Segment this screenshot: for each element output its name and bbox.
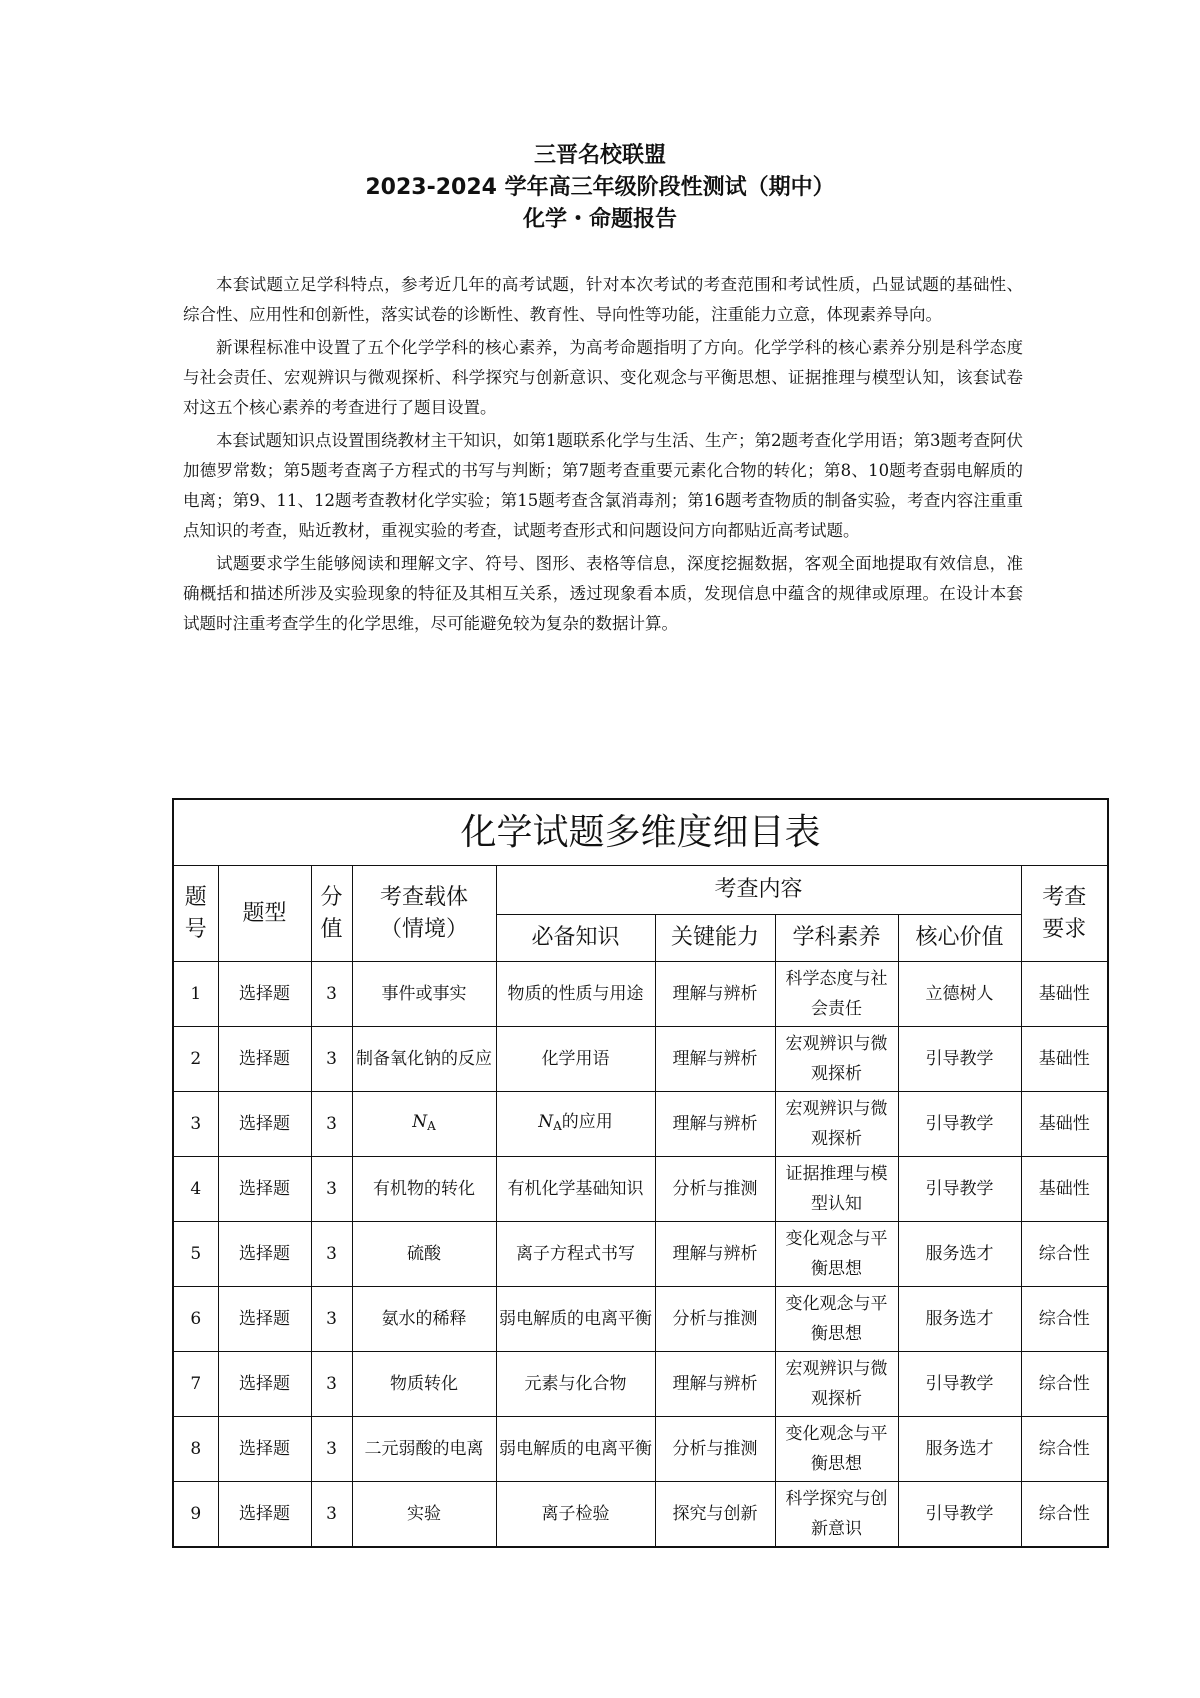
cell-type: 选择题 <box>218 1027 311 1092</box>
cell-type: 选择题 <box>218 1417 311 1482</box>
table-row <box>173 962 1108 1027</box>
cell-value: 服务选才 <box>898 1222 1021 1287</box>
cell-type: 选择题 <box>218 1092 311 1157</box>
cell-ability: 分析与推测 <box>655 1157 775 1222</box>
detail-table <box>172 798 1109 1548</box>
cell-literacy: 科学态度与社会责任 <box>775 962 898 1027</box>
intro-paragraph-2: 新课程标准中设置了五个化学学科的核心素养，为高考命题指明了方向。化学学科的核心素养分别是科学态度与社会责任、宏观辨识与微观探析、科学探究与创新意识、变化观念与平衡思想、证据推理与模型认知，该套试卷对这五个核心素养的考查进行了题目设置。 <box>183 338 1023 417</box>
cell-knowledge: 物质的性质与用途 <box>496 962 655 1027</box>
table-row <box>173 1027 1108 1092</box>
na-subscript: A <box>427 1119 436 1133</box>
cell-score: 3 <box>311 1287 352 1352</box>
header-knowledge: 必备知识 <box>496 915 655 962</box>
cell-literacy: 变化观念与平衡思想 <box>775 1417 898 1482</box>
cell-requirement: 综合性 <box>1021 1417 1108 1482</box>
cell-carrier: 氨水的稀释 <box>352 1287 496 1352</box>
cell-carrier: 事件或事实 <box>352 962 496 1027</box>
cell-num: 4 <box>173 1157 218 1222</box>
header-type: 题型 <box>218 866 311 962</box>
cell-carrier: 二元弱酸的电离 <box>352 1417 496 1482</box>
cell-requirement: 基础性 <box>1021 1092 1108 1157</box>
cell-ability: 理解与辨析 <box>655 1027 775 1092</box>
header-num-line2: 号 <box>184 916 207 942</box>
cell-literacy: 宏观辨识与微观探析 <box>775 1092 898 1157</box>
cell-carrier: 实验 <box>352 1482 496 1548</box>
cell-carrier <box>352 1092 496 1157</box>
cell-requirement: 综合性 <box>1021 1287 1108 1352</box>
cell-knowledge: 有机化学基础知识 <box>496 1157 655 1222</box>
header-num-line1: 题 <box>184 884 207 910</box>
table-title: 化学试题多维度细目表 <box>173 799 1108 866</box>
report-title: 化学・命题报告 <box>522 207 677 232</box>
intro-paragraph-4: 试题要求学生能够阅读和理解文字、符号、图形、表格等信息，深度挖掘数据，客观全面地提取有效信息，准确概括和描述所涉及实验现象的特征及其相互关系，透过现象看本质，发现信息中蕴含的规律或原理。在设计本套试题时注重考查学生的化学思维，尽可能避免较为复杂的数据计算。 <box>183 554 1023 633</box>
table-row <box>173 1287 1108 1352</box>
cell-requirement: 基础性 <box>1021 962 1108 1027</box>
cell-num: 5 <box>173 1222 218 1287</box>
cell-score: 3 <box>311 1157 352 1222</box>
na-suffix: 的应用 <box>561 1112 613 1132</box>
cell-ability: 分析与推测 <box>655 1287 775 1352</box>
cell-carrier: 物质转化 <box>352 1352 496 1417</box>
cell-carrier: 硫酸 <box>352 1222 496 1287</box>
na-symbol: N <box>538 1112 554 1132</box>
table-row <box>173 1157 1108 1222</box>
table-row <box>173 1352 1108 1417</box>
header-score <box>311 866 352 962</box>
school-alliance-title: 三晋名校联盟 <box>533 143 666 168</box>
header-literacy: 学科素养 <box>775 915 898 962</box>
header-value: 核心价值 <box>898 915 1021 962</box>
cell-literacy: 科学探究与创新意识 <box>775 1482 898 1548</box>
cell-literacy: 宏观辨识与微观探析 <box>775 1027 898 1092</box>
cell-type: 选择题 <box>218 1157 311 1222</box>
intro-paragraph-3: 本套试题知识点设置围绕教材主干知识，如第1题联系化学与生活、生产；第2题考查化学用语；第3题考查阿伏加德罗常数；第5题考查离子方程式的书写与判断；第7题考查重要元素化合物的转化；第8、10题考查弱电解质的电离；第9、11、12题考查教材化学实验；第15题考查含氯消毒剂；第16题考查物质的制备实验，考查内容注重重点知识的考查，贴近教材，重视实验的考查，试题考查形式和问题设问方向都贴近高考试题。 <box>183 431 1023 540</box>
cell-num: 9 <box>173 1482 218 1548</box>
cell-ability: 理解与辨析 <box>655 962 775 1027</box>
intro-section <box>183 270 1023 642</box>
document-header <box>0 140 1200 236</box>
cell-score: 3 <box>311 1417 352 1482</box>
cell-value: 服务选才 <box>898 1287 1021 1352</box>
cell-score: 3 <box>311 1482 352 1548</box>
header-score-line2: 值 <box>320 916 343 942</box>
cell-num: 2 <box>173 1027 218 1092</box>
header-requirement-line2: 要求 <box>1042 916 1087 942</box>
cell-requirement: 综合性 <box>1021 1222 1108 1287</box>
cell-num: 6 <box>173 1287 218 1352</box>
cell-score: 3 <box>311 1352 352 1417</box>
cell-type: 选择题 <box>218 962 311 1027</box>
cell-value: 引导教学 <box>898 1027 1021 1092</box>
header-carrier <box>352 866 496 962</box>
cell-type: 选择题 <box>218 1222 311 1287</box>
na-symbol: N <box>412 1112 428 1132</box>
cell-carrier: 制备氧化钠的反应 <box>352 1027 496 1092</box>
cell-score: 3 <box>311 962 352 1027</box>
header-ability: 关键能力 <box>655 915 775 962</box>
cell-value: 立德树人 <box>898 962 1021 1027</box>
intro-paragraph-1: 本套试题立足学科特点，参考近几年的高考试题，针对本次考试的考查范围和考试性质，凸显试题的基础性、综合性、应用性和创新性，落实试卷的诊断性、教育性、导向性等功能，注重能力立意，体现素养导向。 <box>183 275 1023 324</box>
cell-literacy: 变化观念与平衡思想 <box>775 1287 898 1352</box>
cell-literacy: 证据推理与模型认知 <box>775 1157 898 1222</box>
header-score-line1: 分 <box>320 884 343 910</box>
cell-type: 选择题 <box>218 1482 311 1548</box>
header-carrier-line1: 考查载体 <box>379 884 468 910</box>
cell-score: 3 <box>311 1222 352 1287</box>
cell-value: 引导教学 <box>898 1157 1021 1222</box>
cell-requirement: 基础性 <box>1021 1157 1108 1222</box>
cell-requirement: 基础性 <box>1021 1027 1108 1092</box>
header-num <box>173 866 218 962</box>
cell-ability: 理解与辨析 <box>655 1222 775 1287</box>
cell-knowledge: 离子方程式书写 <box>496 1222 655 1287</box>
cell-requirement: 综合性 <box>1021 1352 1108 1417</box>
cell-knowledge: 弱电解质的电离平衡 <box>496 1287 655 1352</box>
exam-title: 2023-2024 学年高三年级阶段性测试（期中） <box>365 175 835 200</box>
cell-ability: 探究与创新 <box>655 1482 775 1548</box>
cell-knowledge: 化学用语 <box>496 1027 655 1092</box>
cell-num: 1 <box>173 962 218 1027</box>
table-row <box>173 1222 1108 1287</box>
header-carrier-line2: （情境） <box>379 916 468 942</box>
cell-value: 引导教学 <box>898 1482 1021 1548</box>
cell-num: 8 <box>173 1417 218 1482</box>
header-requirement-line1: 考查 <box>1042 884 1087 910</box>
table-row <box>173 1092 1108 1157</box>
cell-ability: 理解与辨析 <box>655 1092 775 1157</box>
cell-num: 7 <box>173 1352 218 1417</box>
header-requirement <box>1021 866 1108 962</box>
cell-knowledge: 弱电解质的电离平衡 <box>496 1417 655 1482</box>
cell-type: 选择题 <box>218 1352 311 1417</box>
cell-ability: 分析与推测 <box>655 1417 775 1482</box>
cell-carrier: 有机物的转化 <box>352 1157 496 1222</box>
cell-ability: 理解与辨析 <box>655 1352 775 1417</box>
cell-score: 3 <box>311 1027 352 1092</box>
table-row <box>173 1482 1108 1548</box>
cell-type: 选择题 <box>218 1287 311 1352</box>
cell-value: 服务选才 <box>898 1417 1021 1482</box>
cell-num: 3 <box>173 1092 218 1157</box>
cell-score: 3 <box>311 1092 352 1157</box>
table-row <box>173 1417 1108 1482</box>
cell-literacy: 变化观念与平衡思想 <box>775 1222 898 1287</box>
cell-literacy: 宏观辨识与微观探析 <box>775 1352 898 1417</box>
header-content: 考查内容 <box>496 866 1021 915</box>
na-subscript: A <box>553 1119 562 1133</box>
cell-knowledge: 元素与化合物 <box>496 1352 655 1417</box>
cell-knowledge: 离子检验 <box>496 1482 655 1548</box>
cell-value: 引导教学 <box>898 1352 1021 1417</box>
cell-knowledge <box>496 1092 655 1157</box>
cell-value: 引导教学 <box>898 1092 1021 1157</box>
cell-requirement: 综合性 <box>1021 1482 1108 1548</box>
